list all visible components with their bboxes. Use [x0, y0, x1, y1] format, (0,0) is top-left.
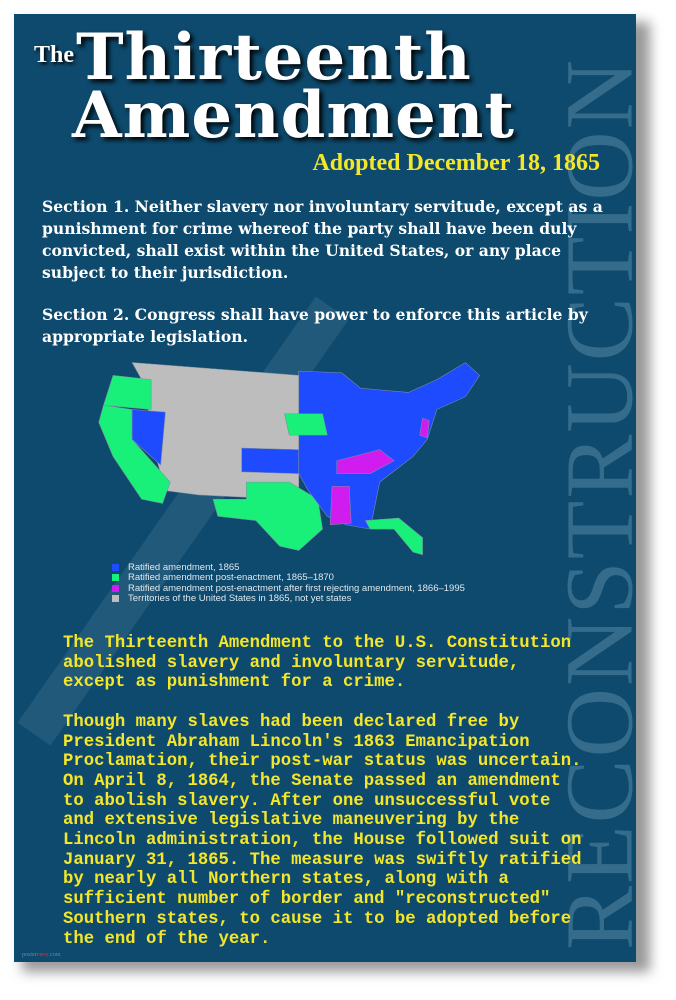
- watermark: RECONSTRUCTION: [545, 57, 653, 951]
- map-mississippi: [330, 486, 351, 524]
- legend-swatch: [112, 574, 119, 581]
- legend-item: Ratified amendment post-enactment after first rejecting amendment, 1866–1995: [112, 583, 465, 594]
- poster: [14, 14, 653, 962]
- legend-swatch: [112, 595, 119, 602]
- title-prefix: The: [34, 42, 75, 68]
- legend-swatch: [112, 564, 119, 571]
- legend-swatch: [112, 585, 119, 592]
- map-kansas: [242, 448, 299, 474]
- adopted-date: Adopted December 18, 1865: [312, 150, 600, 176]
- map-florida: [365, 518, 422, 555]
- section-1: Section 1. Neither slavery nor involuntary servitude, except as a punishment for crime whereof the party shall have been duly convicted, shall exist within the United States, or any place subject to their jurisdiction.: [42, 197, 603, 282]
- section-2: Section 2. Congress shall have power to enforce this article by appropriate legislation.: [42, 305, 588, 346]
- legend-item: Territories of the United States in 1865, not yet states: [112, 594, 465, 605]
- title-line-1: Thirteenth: [76, 20, 472, 95]
- paragraph-1: The Thirteenth Amendment to the U.S. Constitution abolished slavery and involuntary servitude, except as punishment for a crime.: [63, 634, 572, 693]
- map-north-east: [299, 363, 480, 530]
- map-iowa: [284, 414, 327, 435]
- paragraph-2: Though many slaves had been declared free by President Abraham Lincoln's 1863 Emancipation Proclamation, their post-war status was uncertain. On April 8, 1864, the Senate passed an amendment to abolish slavery. After one unsuccessful vote and extensive legislative maneuvering by the Lincoln administration, the House followed suit on January 31, 1865. The measure was swiftly ratified by nearly all Northern states, along with a sufficient number of border and "reconstructed" Southern states, to cause it to be adopted before the end of the year.: [63, 712, 582, 949]
- publisher-logo: posterenvy.com: [22, 952, 61, 958]
- us-ratification-map: [94, 354, 494, 559]
- title-line-2: Amendment: [72, 78, 515, 153]
- legend-item: Ratified amendment, 1865: [112, 562, 465, 573]
- map-legend: [112, 562, 465, 604]
- map-oregon: [104, 375, 152, 409]
- description: [63, 634, 633, 949]
- legend-item: Ratified amendment post-enactment, 1865–1870: [112, 573, 465, 584]
